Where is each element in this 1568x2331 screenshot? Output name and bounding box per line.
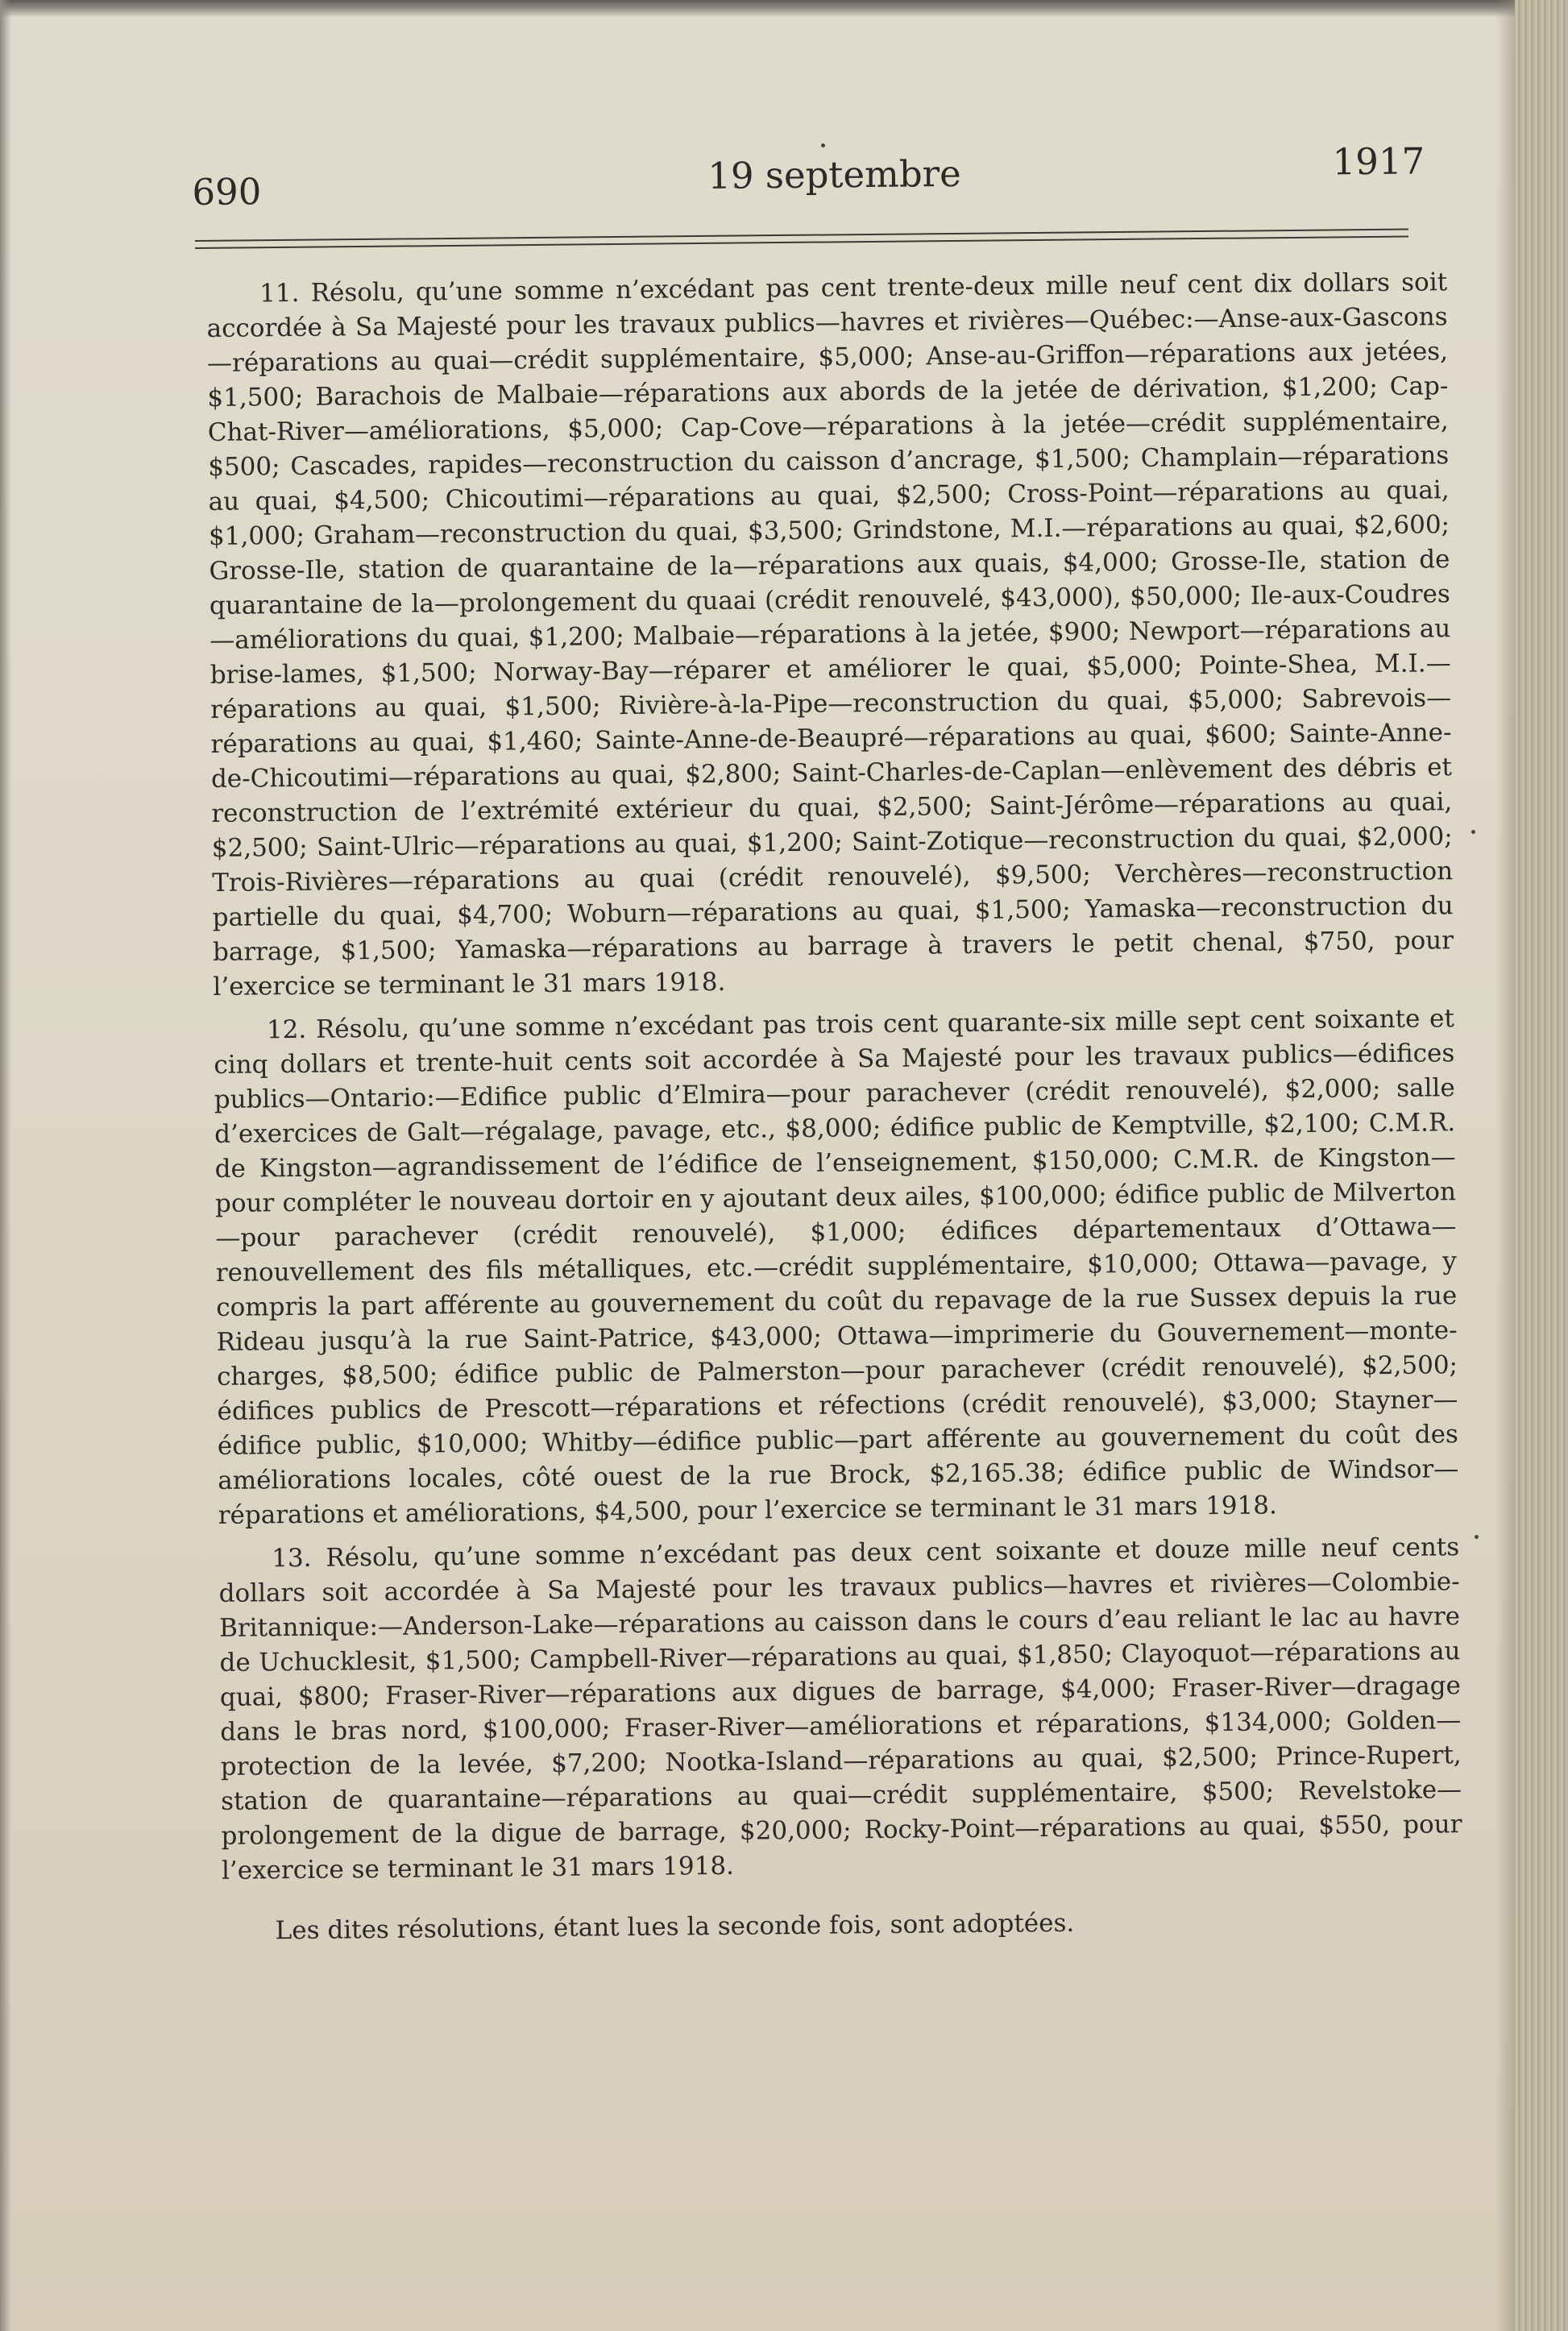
header-date: 19 septembre <box>707 151 961 197</box>
header-year: 1917 <box>1332 139 1425 184</box>
binding-shadow-top <box>0 0 1568 18</box>
closing-statement: Les dites résolutions, étant lues la seconde fois, sont adoptées. <box>275 1908 1075 1946</box>
ink-speck <box>821 143 825 147</box>
rule-line-top <box>195 229 1408 242</box>
header-double-rule <box>195 229 1408 251</box>
resolution-12: 12. Résolu, qu’une somme n’excédant pas trois cent quarante-six mille sept cent soixante et cinq dollars et trente-huit cents soit accordée à Sa Majesté pour les travaux publics—édifices publics—Ontario:—Edifice public d’Elmira—pour parachever (crédit renouvelé), $2,000; salle d’exercices de Galt—régalage, pavage, etc., $8,000; édifice public de Kemptville, $2,100; C.M.R. de Kingston—agrandissement de l’édifice de l’enseignement, $150,000; C.M.R. de Kingston—pour compléter le nouveau dortoir en y ajoutant deux ailes, $100,000; édifice public de Milverton—pour parachever (crédit renouvelé), $1,000; édifices départementaux d’Ottawa—renouvellement des fils métalliques, etc.—crédit supplémentaire, $10,000; Ottawa—pavage, y compris la part afférente au gouvernement du coût du repavage de la rue Sussex depuis la rue Rideau jusqu’à la rue Saint-Patrice, $43,000; Ottawa—imprimerie du Gouvernement—monte-charges, $8,500; édifice public de Palmerston—pour parachever (crédit renouvelé), $2,500; édifices publics de Prescott—réparations et réfections (crédit renouvelé), $3,000; Stayner—édifice public, $10,000; Whitby—édifice public—part afférente au gouvernement du coût des améliorations locales, côté ouest de la rue Brock, $2,165.38; édifice public de Windsor—réparations et améliorations, $4,500, pour l’exercice se terminant le 31 mars 1918. <box>214 1004 1459 1530</box>
resolution-11: 11. Résolu, qu’une somme n’excédant pas cent trente-deux mille neuf cent dix dollars soit accordée à Sa Majesté pour les travaux publics—havres et rivières—Québec:—Anse-aux-Gascons—réparations au quai—crédit supplémentaire, $5,000; Anse-au-Griffon—réparations aux jetées, $1,500; Barachois de Malbaie—réparations aux abords de la jetée de dérivation, $1,200; Cap-Chat-River—améliorations, $5,000; Cap-Cove—réparations à la jetée—crédit supplémentaire, $500; Cascades, rapides—reconstruction du caisson d’ancrage, $1,500; Champlain—réparations au quai, $4,500; Chicoutimi—réparations au quai, $2,500; Cross-Point—réparations au quai, $1,000; Graham—reconstruction du quai, $3,500; Grindstone, M.I.—réparations au quai, $2,600; Grosse-Ile, station de quarantaine de la—réparations aux quais, $4,000; Grosse-Ile, station de quarantaine de la—prolongement du quaai (crédit renouvelé, $43,000), $50,000; Ile-aux-Coudres—améliorations du quai, $1,200; Malbaie—réparations à la jetée, $900; Newport—réparations au brise-lames, $1,500; Norway-Bay—réparer et améliorer le quai, $5,000; Pointe-Shea, M.I.—réparations au quai, $1,500; Rivière-à-la-Pipe—reconstruction du quai, $5,000; Sabrevois—réparations au quai, $1,460; Sainte-Anne-de-Beaupré—réparations au quai, $600; Sainte-Anne-de-Chicoutimi—réparations au quai, $2,800; Saint-Charles-de-Caplan—enlèvement des débris et reconstruction de l’extrémité extérieur du quai, $2,500; Saint-Jérôme—réparations au quai, $2,500; Saint-Ulric—réparations au quai, $1,200; Saint-Zotique—reconstruction du quai, $2,000; Trois-Rivières—réparations au quai (crédit renouvelé), $9,500; Verchères—reconstruction partielle du quai, $4,700; Woburn—réparations au quai, $1,500; Yamaska—reconstruction du barrage, $1,500; Yamaska—réparations au barrage à travers le petit chenal, $750, pour l’exercice se terminant le 31 mars 1918. <box>206 268 1454 1002</box>
page-header <box>192 139 1425 216</box>
binding-shadow-left <box>0 0 11 2331</box>
stacked-page-edges <box>1515 0 1568 2331</box>
document-body <box>206 265 1463 1958</box>
ink-speck <box>1475 1535 1479 1539</box>
page-edge-shade <box>1495 0 1515 2331</box>
resolution-13: 13. Résolu, qu’une somme n’excédant pas deux cent soixante et douze mille neuf cents dollars soit accordée à Sa Majesté pour les travaux publics—havres et rivières—Colombie-Britannique:—Anderson-Lake—réparations au caisson dans le cours d’eau reliant le lac au havre de Uchucklesit, $1,500; Campbell-River—réparations au quai, $1,850; Clayoquot—réparations au quai, $800; Fraser-River—réparations aux digues de barrage, $4,000; Fraser-River—dragage dans le bras nord, $100,000; Fraser-River—améliorations et réparations, $134,000; Golden—protection de la levée, $7,200; Nootka-Island—réparations au quai, $2,500; Prince-Rupert, station de quarantaine—réparations au quai—crédit supplémentaire, $500; Revelstoke—prolongement de la digue de barrage, $20,000; Rocky-Point—réparations au quai, $550, pour l’exercice se terminant le 31 mars 1918. <box>218 1533 1462 1885</box>
page-number: 690 <box>192 170 262 214</box>
ink-speck <box>1471 830 1475 834</box>
